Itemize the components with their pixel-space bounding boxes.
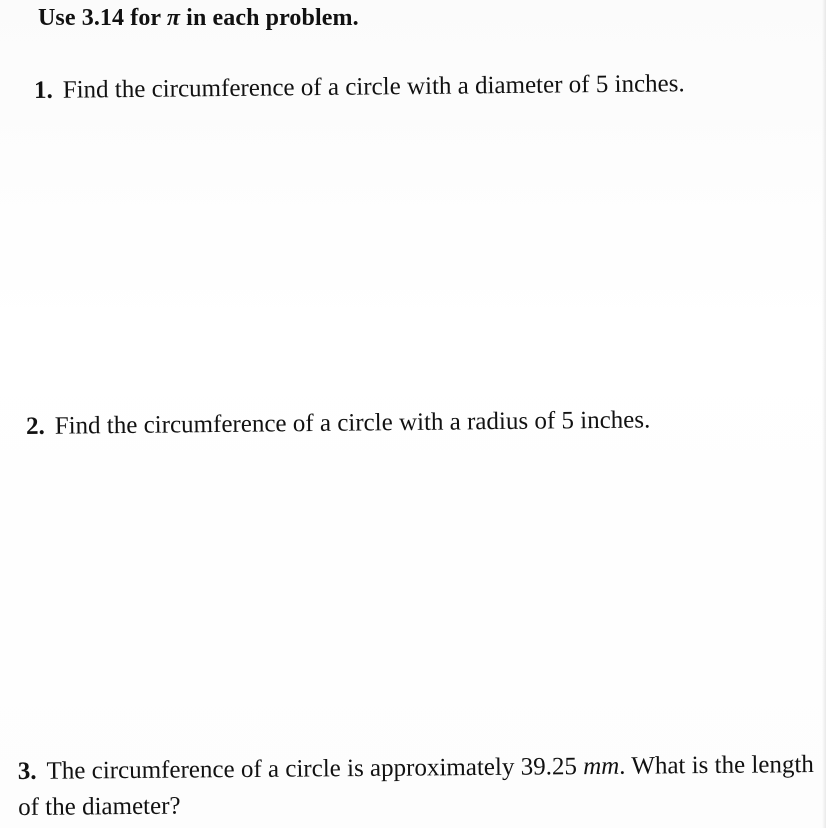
- page-edge-shadow: [822, 0, 826, 828]
- problem-number: 3.: [17, 757, 37, 786]
- problem-text-after-unit: . What is the length of the diameter?: [18, 751, 815, 821]
- problem-text-before-unit: The circumference of a circle is approximately 39.25: [46, 753, 577, 785]
- problem-text: Find the circumference of a circle with a radius of 5 inches.: [54, 406, 651, 440]
- unit-label: mm: [583, 752, 620, 781]
- instructions-suffix: in each problem.: [186, 5, 359, 31]
- problem-text: Find the circumference of a circle with a diameter of 5 inches.: [62, 70, 685, 104]
- instructions-prefix: Use 3.14 for: [38, 5, 161, 31]
- problem-number: 2.: [25, 412, 45, 440]
- pi-symbol: π: [166, 5, 181, 31]
- problem-1: [34, 67, 685, 108]
- instructions-heading: [38, 0, 359, 36]
- problem-number: 1.: [33, 76, 53, 104]
- problem-3: [18, 747, 819, 826]
- problem-2: [26, 403, 651, 444]
